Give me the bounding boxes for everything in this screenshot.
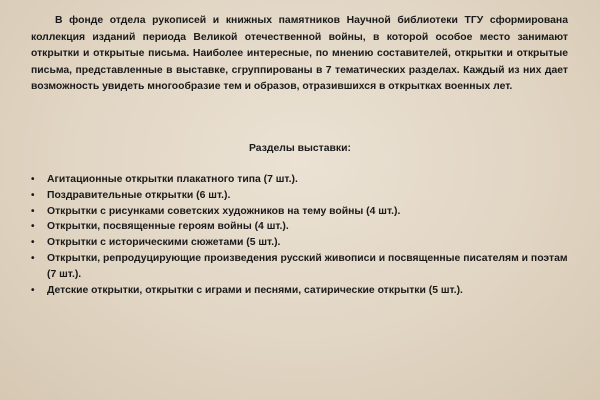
section-item (30, 283, 570, 299)
section-item-text: Открытки, репродуцирующие произведения русский живописи и посвященные писателям и поэтам (7 шт.). (47, 252, 568, 280)
section-item (30, 251, 570, 283)
sections-list (30, 172, 570, 298)
section-item-text: Открытки с рисунками советских художников на тему войны (4 шт.). (47, 205, 401, 217)
bullet-icon: • (31, 252, 35, 264)
section-item (30, 188, 570, 204)
section-item (30, 219, 570, 235)
bullet-icon: • (31, 189, 35, 201)
bullet-icon: • (31, 205, 35, 217)
section-item (30, 172, 570, 188)
intro-paragraph: В фонде отдела рукописей и книжных памятников Научной библиотеки ТГУ сформирована коллекция изданий периода Великой отечественной войны, в которой особое место занимают открытки и открытые письма. Наиболее интересные, по мнению составителей, открытки и открытые письма, представленные в выставке, сгруппированы в 7 тематических разделах. Каждый из них дает возможность увидеть многообразие тем и образов, отразившихся в открытках военных лет. (31, 15, 568, 93)
bullet-icon: • (31, 237, 35, 249)
section-item-text: Открытки, посвященные героям войны (4 шт.). (47, 221, 289, 233)
sections-heading: Разделы выставки: (249, 143, 351, 154)
section-item-text: Детские открытки, открытки с играми и песнями, сатирические открытки (5 шт.). (47, 284, 463, 296)
section-item-text: Поздравительные открытки (6 шт.). (47, 189, 231, 201)
bullet-icon: • (31, 174, 35, 185)
section-item (30, 204, 570, 220)
bullet-icon: • (31, 284, 35, 296)
section-item (30, 235, 570, 251)
section-item-text: Открытки с историческими сюжетами (5 шт.). (47, 237, 281, 249)
bullet-icon: • (31, 221, 35, 233)
section-item-text: Агитационные открытки плакатного типа (7 шт.). (47, 174, 298, 185)
